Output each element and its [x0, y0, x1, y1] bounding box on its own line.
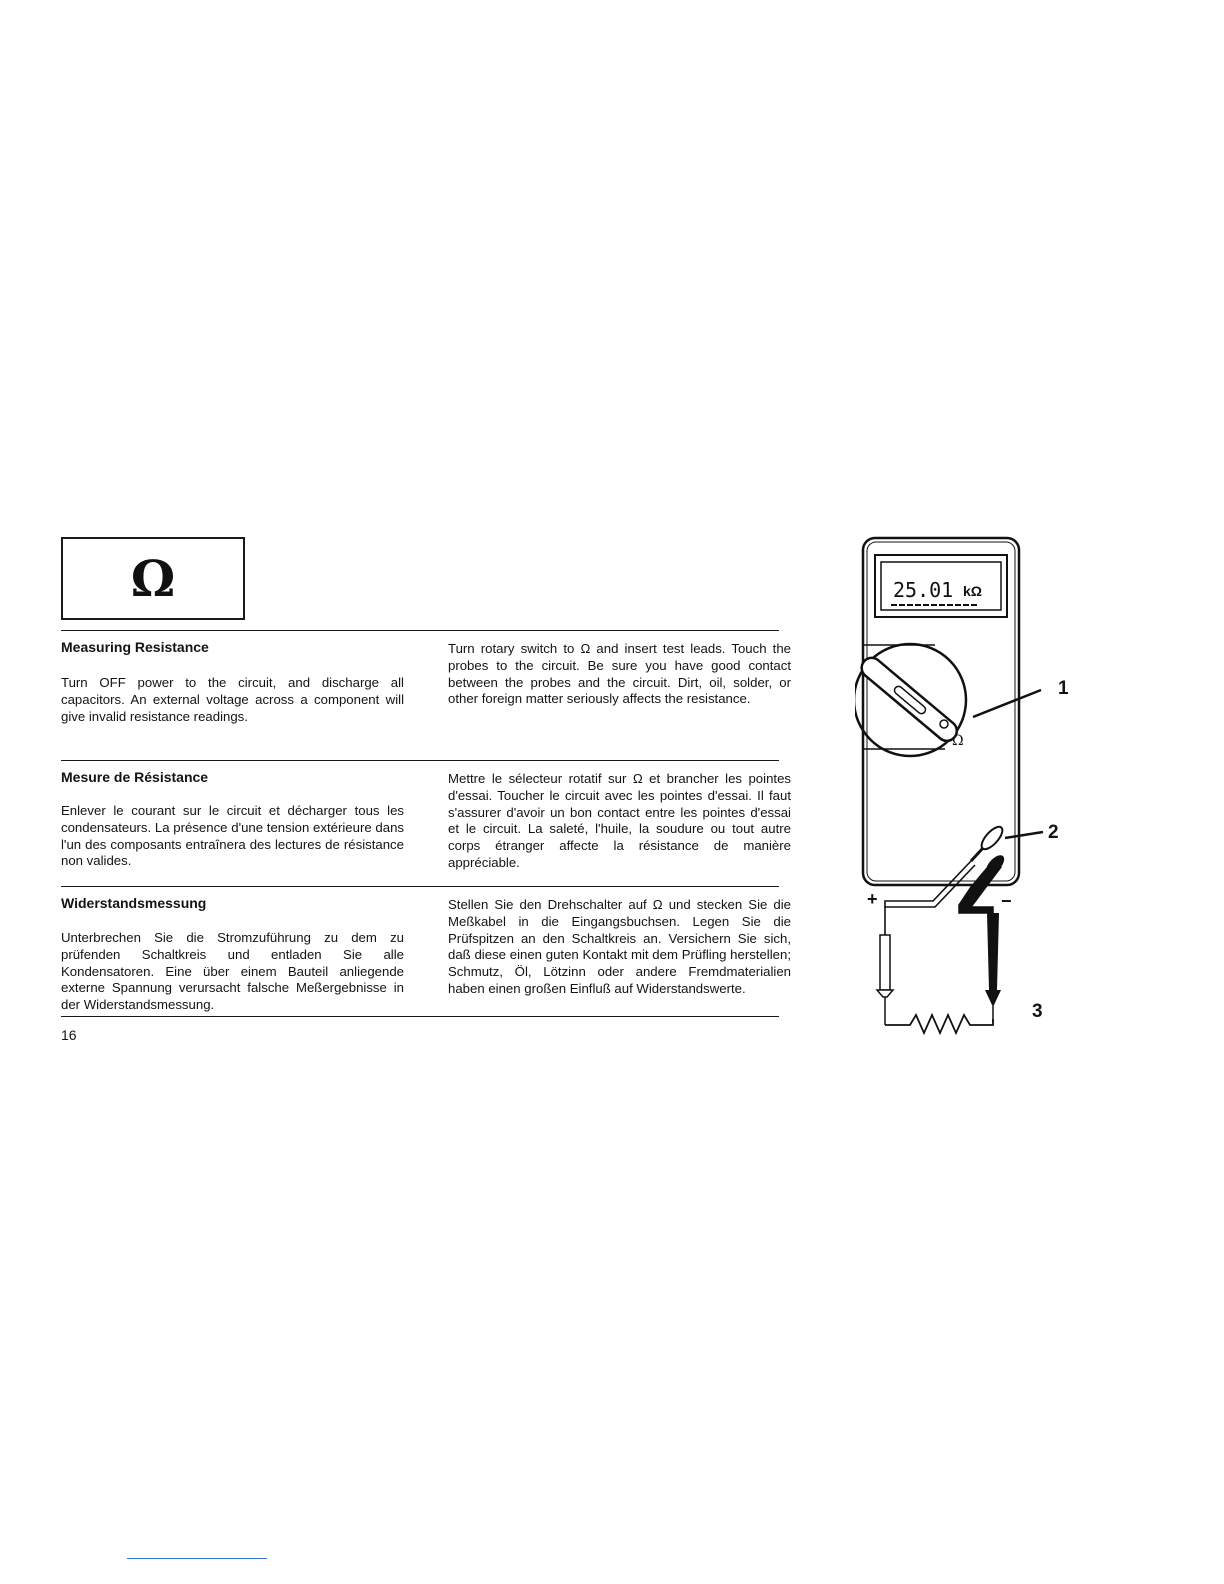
lcd-reading: 25.01	[893, 578, 954, 602]
section-title-german: Widerstandsmessung	[61, 895, 207, 911]
section-divider	[61, 886, 779, 887]
section-title-french: Mesure de Résistance	[61, 769, 209, 785]
section-text-french-left: Enlever le courant sur le circuit et décharger tous les condensateurs. La présence d'une tension extérieure dans l'un des composants entraînera des lectures de résistance non valides.	[61, 803, 404, 869]
section-divider-bottom	[61, 1016, 779, 1017]
footer-rule	[127, 1558, 267, 1559]
section-text-french-right: Mettre le sélecteur rotatif sur Ω et brancher les pointes d'essai. Toucher le circuit avec les pointes d'essai. Il faut s'assurer d'avoir un bon contact entre les pointes d'essai et le circuit. La saleté, l'huile, la soudure ou tout autre corps étranger affecte la résistance de manière appréciable.	[448, 771, 791, 870]
resistor-icon	[885, 1015, 993, 1033]
rotary-switch-knob	[858, 654, 961, 745]
plus-label: +	[867, 889, 878, 909]
callout-1: 1	[1058, 678, 1069, 699]
ohm-icon: Ω	[130, 548, 176, 608]
ohm-symbol-box	[61, 537, 245, 620]
multimeter-illustration	[855, 535, 1085, 1035]
dial-ohm-label: Ω	[952, 733, 964, 749]
minus-label: −	[1001, 891, 1012, 911]
callout-2-leader	[1005, 832, 1043, 838]
section-text-german-left: Unterbrechen Sie die Stromzuführung zu dem zu prüfenden Schaltkreis und entladen Sie alle Kondensatoren. Eine über einem Bauteil anliegende externe Spannung verursacht falsche Meßergebnisse in der Widerstandsmessung.	[61, 930, 404, 1013]
section-divider	[61, 760, 779, 761]
multimeter-drawing	[855, 535, 1085, 1035]
callout-1-leader	[973, 690, 1041, 717]
section-text-german-right: Stellen Sie den Drehschalter auf Ω und stecken Sie die Meßkabel in die Eingangsbuchsen. Legen Sie die Prüfspitzen an den Schaltkreis an. Versichern Sie sich, daß diese einen guten Kontakt mit dem Prüfling herstellen; Schmutz, Öl, Lötzinn oder andere Fremdmaterialien haben einen großen Einfluß auf Widerstandswerte.	[448, 897, 791, 996]
section-text-english-left: Turn OFF power to the circuit, and discharge all capacitors. An external voltage across a component will give invalid resistance readings.	[61, 675, 404, 724]
lcd-unit: kΩ	[963, 583, 983, 599]
callout-3: 3	[1032, 1001, 1043, 1022]
probe-positive	[877, 824, 1006, 1025]
page-number: 16	[61, 1027, 77, 1043]
section-text-english-right: Turn rotary switch to Ω and insert test leads. Touch the probes to the circuit. Be sure you have good contact between the probes and the circuit. Dirt, oil, solder, or other foreign matter seriously affects the resistance.	[448, 641, 791, 707]
callout-2: 2	[1048, 822, 1059, 843]
section-title-english: Measuring Resistance	[61, 639, 209, 655]
section-divider	[61, 630, 779, 631]
probe-negative	[959, 852, 1007, 1023]
